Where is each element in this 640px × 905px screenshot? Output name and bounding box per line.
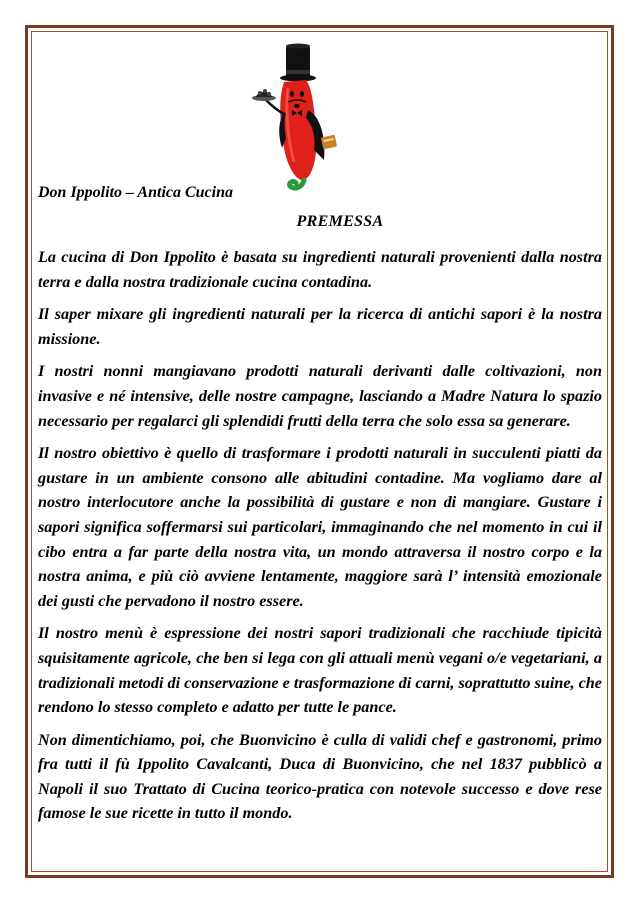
brand-name: Don Ippolito – Antica Cucina	[38, 184, 233, 201]
paragraph: I nostri nonni mangiavano prodotti naturali derivanti dalle coltivazioni, non invasive e né intensive, delle nostre campagne, lasciando a Madre Natura lo spazio necessario per regalarci gli splendidi frutti della terra che solo essa sa generare.	[38, 362, 602, 430]
document-body	[38, 245, 602, 834]
paragraph: Il nostro obiettivo è quello di trasformare i prodotti naturali in succulenti piatti da gustare in un ambiente consono alle abitudini contadine. Ma vogliamo dare al nostro interlocutore anche la possibilità di gustare e non di mangiare. Gustare i sapori significa soffermarsi sui particolari, immaginando che nel momento in cui il cibo entra a far parte della nostra vita, un mondo attraversa il nostro corpo e la nostra anima, e più ciò avviene lentamente, maggiore sarà l’ intensità emozionale dei gusti che pervadono il nostro essere.	[38, 444, 602, 610]
paragraph: Il nostro menù è espressione dei nostri sapori tradizionali che racchiude tipicità squisitamente agricole, che ben si lega con gli attuali menù vegani o/e vegetariani, a tradizionali metodi di conservazione e trasformazione di carni, soprattutto suine, che rendono lo stesso completo e adatto per tutte le pance.	[38, 624, 602, 717]
chili-pepper-chef-mascot-icon	[248, 40, 338, 196]
paragraph: Non dimentichiamo, poi, che Buonvicino è culla di validi chef e gastronomi, primo fra tutti il fù Ippolito Cavalcanti, Duca di Buonvicino, che nel 1837 pubblicò a Napoli il suo Trattato di Cucina teorico-pratica con notevole successo e dove rese famose le sue ricette in tutto il mondo.	[38, 730, 602, 823]
paragraph: Il saper mixare gli ingredienti naturali per la ricerca di antichi sapori è la nostra missione.	[38, 305, 602, 348]
page-title: PREMESSA	[296, 213, 384, 230]
paragraph: La cucina di Don Ippolito è basata su ingredienti naturali provenienti dalla nostra terra e dalla nostra tradizionale cucina contadina.	[38, 248, 602, 291]
